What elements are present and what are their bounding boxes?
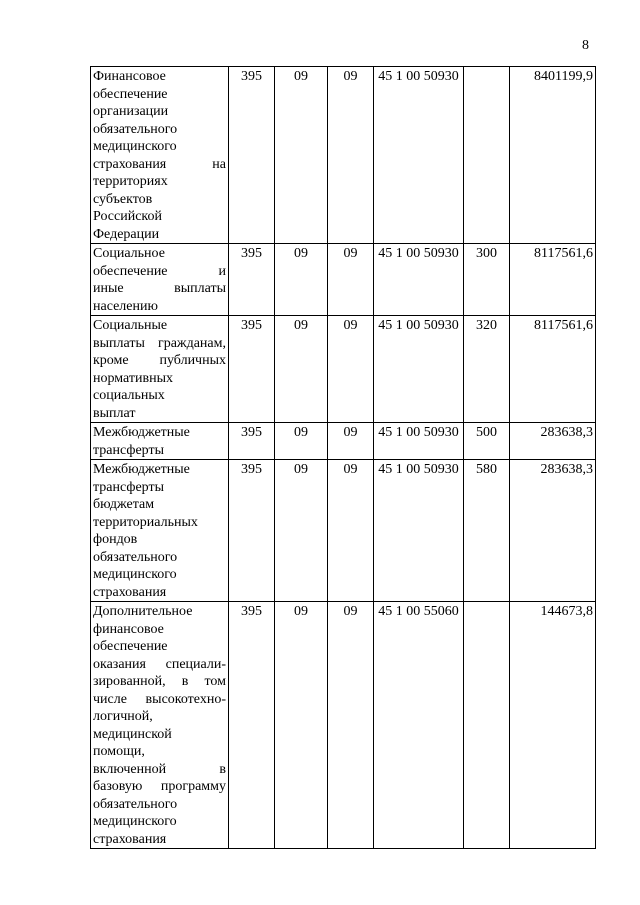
- amount-cell: 144673,8: [510, 602, 596, 849]
- expense-name-line: обеспечение: [93, 86, 168, 102]
- expense-name-line: Социальные: [93, 318, 168, 333]
- amount-cell: 8117561,6: [510, 244, 596, 316]
- subsection-code-cell: 09: [328, 460, 374, 602]
- expense-name-line: обязательного: [93, 121, 178, 137]
- expense-name-word: обеспечение: [93, 263, 168, 279]
- expense-name-line: [93, 673, 226, 691]
- expense-name-word: зированной,: [93, 674, 166, 689]
- expense-type-cell: 580: [464, 460, 510, 602]
- amount-cell: 283638,3: [510, 423, 596, 460]
- expense-type-cell: 500: [464, 423, 510, 460]
- expense-name-line: населению: [93, 298, 158, 314]
- expense-name-line: страхования: [93, 584, 167, 600]
- expense-type-cell: 300: [464, 244, 510, 316]
- subsection-code-cell: 09: [328, 602, 374, 849]
- subsection-code-cell: 09: [328, 67, 374, 244]
- expense-name-word: числе: [93, 691, 127, 707]
- amount-cell: 8117561,6: [510, 316, 596, 423]
- subsection-code-cell: 09: [328, 244, 374, 316]
- expense-name-line: бюджетам: [93, 497, 155, 512]
- ministry-code-cell: 395: [229, 67, 275, 244]
- section-code-cell: 09: [275, 244, 328, 316]
- expense-type-cell: [464, 67, 510, 244]
- expense-name-line: Межбюджетные: [93, 462, 190, 477]
- ministry-code-cell: 395: [229, 460, 275, 602]
- budget-table: [90, 66, 596, 849]
- amount-cell: 8401199,9: [510, 67, 596, 244]
- expense-name-line: трансферты: [93, 442, 165, 458]
- expense-name-word: том: [204, 674, 226, 689]
- expense-name-line: Российской: [93, 209, 162, 224]
- expense-name-cell: [91, 423, 229, 460]
- expense-name-word: базовую: [93, 779, 143, 794]
- expense-name-line: фондов: [93, 532, 138, 547]
- target-article-cell: 45 1 00 50930: [374, 423, 464, 460]
- expense-name-line: обеспечение: [93, 639, 168, 654]
- expense-name-line: трансферты: [93, 479, 165, 495]
- expense-name-word: гражданам,: [157, 335, 226, 351]
- table-row: [91, 423, 596, 460]
- target-article-cell: 45 1 00 50930: [374, 67, 464, 244]
- expense-name-line: медицинской: [93, 726, 172, 742]
- expense-name-cell: [91, 602, 229, 849]
- expense-name-line: территориях: [93, 174, 168, 189]
- expense-name-word: выплаты: [93, 335, 145, 351]
- expense-name-line: субъектов: [93, 191, 153, 207]
- expense-name-line: Межбюджетные: [93, 425, 190, 440]
- expense-name-line: обязательного: [93, 796, 178, 812]
- target-article-cell: 45 1 00 55060: [374, 602, 464, 849]
- expense-name-line: медицинского: [93, 814, 177, 829]
- expense-name-line: нормативных: [93, 370, 174, 386]
- page-number: 8: [582, 38, 589, 53]
- expense-name-cell: [91, 244, 229, 316]
- expense-name-line: выплат: [93, 405, 136, 421]
- expense-name-word: выплаты: [174, 281, 226, 296]
- ministry-code-cell: 395: [229, 423, 275, 460]
- expense-name-line: [93, 335, 226, 353]
- expense-name-cell: [91, 67, 229, 244]
- target-article-cell: 45 1 00 50930: [374, 316, 464, 423]
- expense-name-line: финансовое: [93, 621, 164, 637]
- amount-cell: 283638,3: [510, 460, 596, 602]
- section-code-cell: 09: [275, 460, 328, 602]
- expense-name-line: помощи,: [93, 744, 145, 759]
- subsection-code-cell: 09: [328, 316, 374, 423]
- table-row: [91, 316, 596, 423]
- expense-name-cell: [91, 316, 229, 423]
- table-row: [91, 460, 596, 602]
- expense-name-word: страхования: [93, 156, 167, 172]
- expense-name-line: обязательного: [93, 549, 178, 565]
- expense-name-word: программу: [160, 779, 226, 794]
- table-row: [91, 602, 596, 849]
- expense-name-line: Федерации: [93, 226, 160, 242]
- expense-name-word: иные: [93, 281, 124, 296]
- expense-name-line: [93, 691, 226, 709]
- ministry-code-cell: 395: [229, 244, 275, 316]
- target-article-cell: 45 1 00 50930: [374, 460, 464, 602]
- expense-name-line: медицинского: [93, 567, 177, 582]
- expense-name-line: социальных: [93, 388, 165, 403]
- expense-name-line: [93, 656, 226, 674]
- ministry-code-cell: 395: [229, 316, 275, 423]
- subsection-code-cell: 09: [328, 423, 374, 460]
- table-row: [91, 244, 596, 316]
- expense-name-line: [93, 263, 226, 281]
- expense-name-line: логичной,: [93, 709, 153, 724]
- expense-name-word: публичных: [159, 353, 226, 368]
- expense-name-word: в: [219, 761, 226, 777]
- expense-name-line: Социальное: [93, 246, 165, 261]
- expense-name-line: территориальных: [93, 514, 198, 530]
- expense-name-word: в: [181, 674, 189, 689]
- expense-name-line: медицинского: [93, 139, 177, 154]
- section-code-cell: 09: [275, 316, 328, 423]
- expense-name-line: страхования: [93, 831, 167, 847]
- expense-name-word: включенной: [93, 761, 167, 777]
- expense-name-word: высокотехно-: [145, 691, 226, 707]
- expense-name-word: на: [212, 156, 226, 172]
- expense-name-line: [93, 352, 226, 370]
- expense-name-word: кроме: [93, 353, 129, 368]
- expense-name-word: специали-: [165, 656, 226, 672]
- table-row: [91, 67, 596, 244]
- expense-name-line: организации: [93, 104, 169, 119]
- expense-name-line: Дополнительное: [93, 604, 193, 619]
- expense-name-line: [93, 156, 226, 174]
- expense-name-word: оказания: [93, 656, 146, 672]
- section-code-cell: 09: [275, 423, 328, 460]
- expense-type-cell: 320: [464, 316, 510, 423]
- section-code-cell: 09: [275, 602, 328, 849]
- ministry-code-cell: 395: [229, 602, 275, 849]
- expense-name-line: [93, 280, 226, 298]
- expense-name-line: [93, 761, 226, 779]
- expense-name-line: Финансовое: [93, 69, 166, 84]
- expense-name-line: [93, 778, 226, 796]
- expense-name-cell: [91, 460, 229, 602]
- section-code-cell: 09: [275, 67, 328, 244]
- target-article-cell: 45 1 00 50930: [374, 244, 464, 316]
- expense-name-word: и: [218, 263, 226, 279]
- expense-type-cell: [464, 602, 510, 849]
